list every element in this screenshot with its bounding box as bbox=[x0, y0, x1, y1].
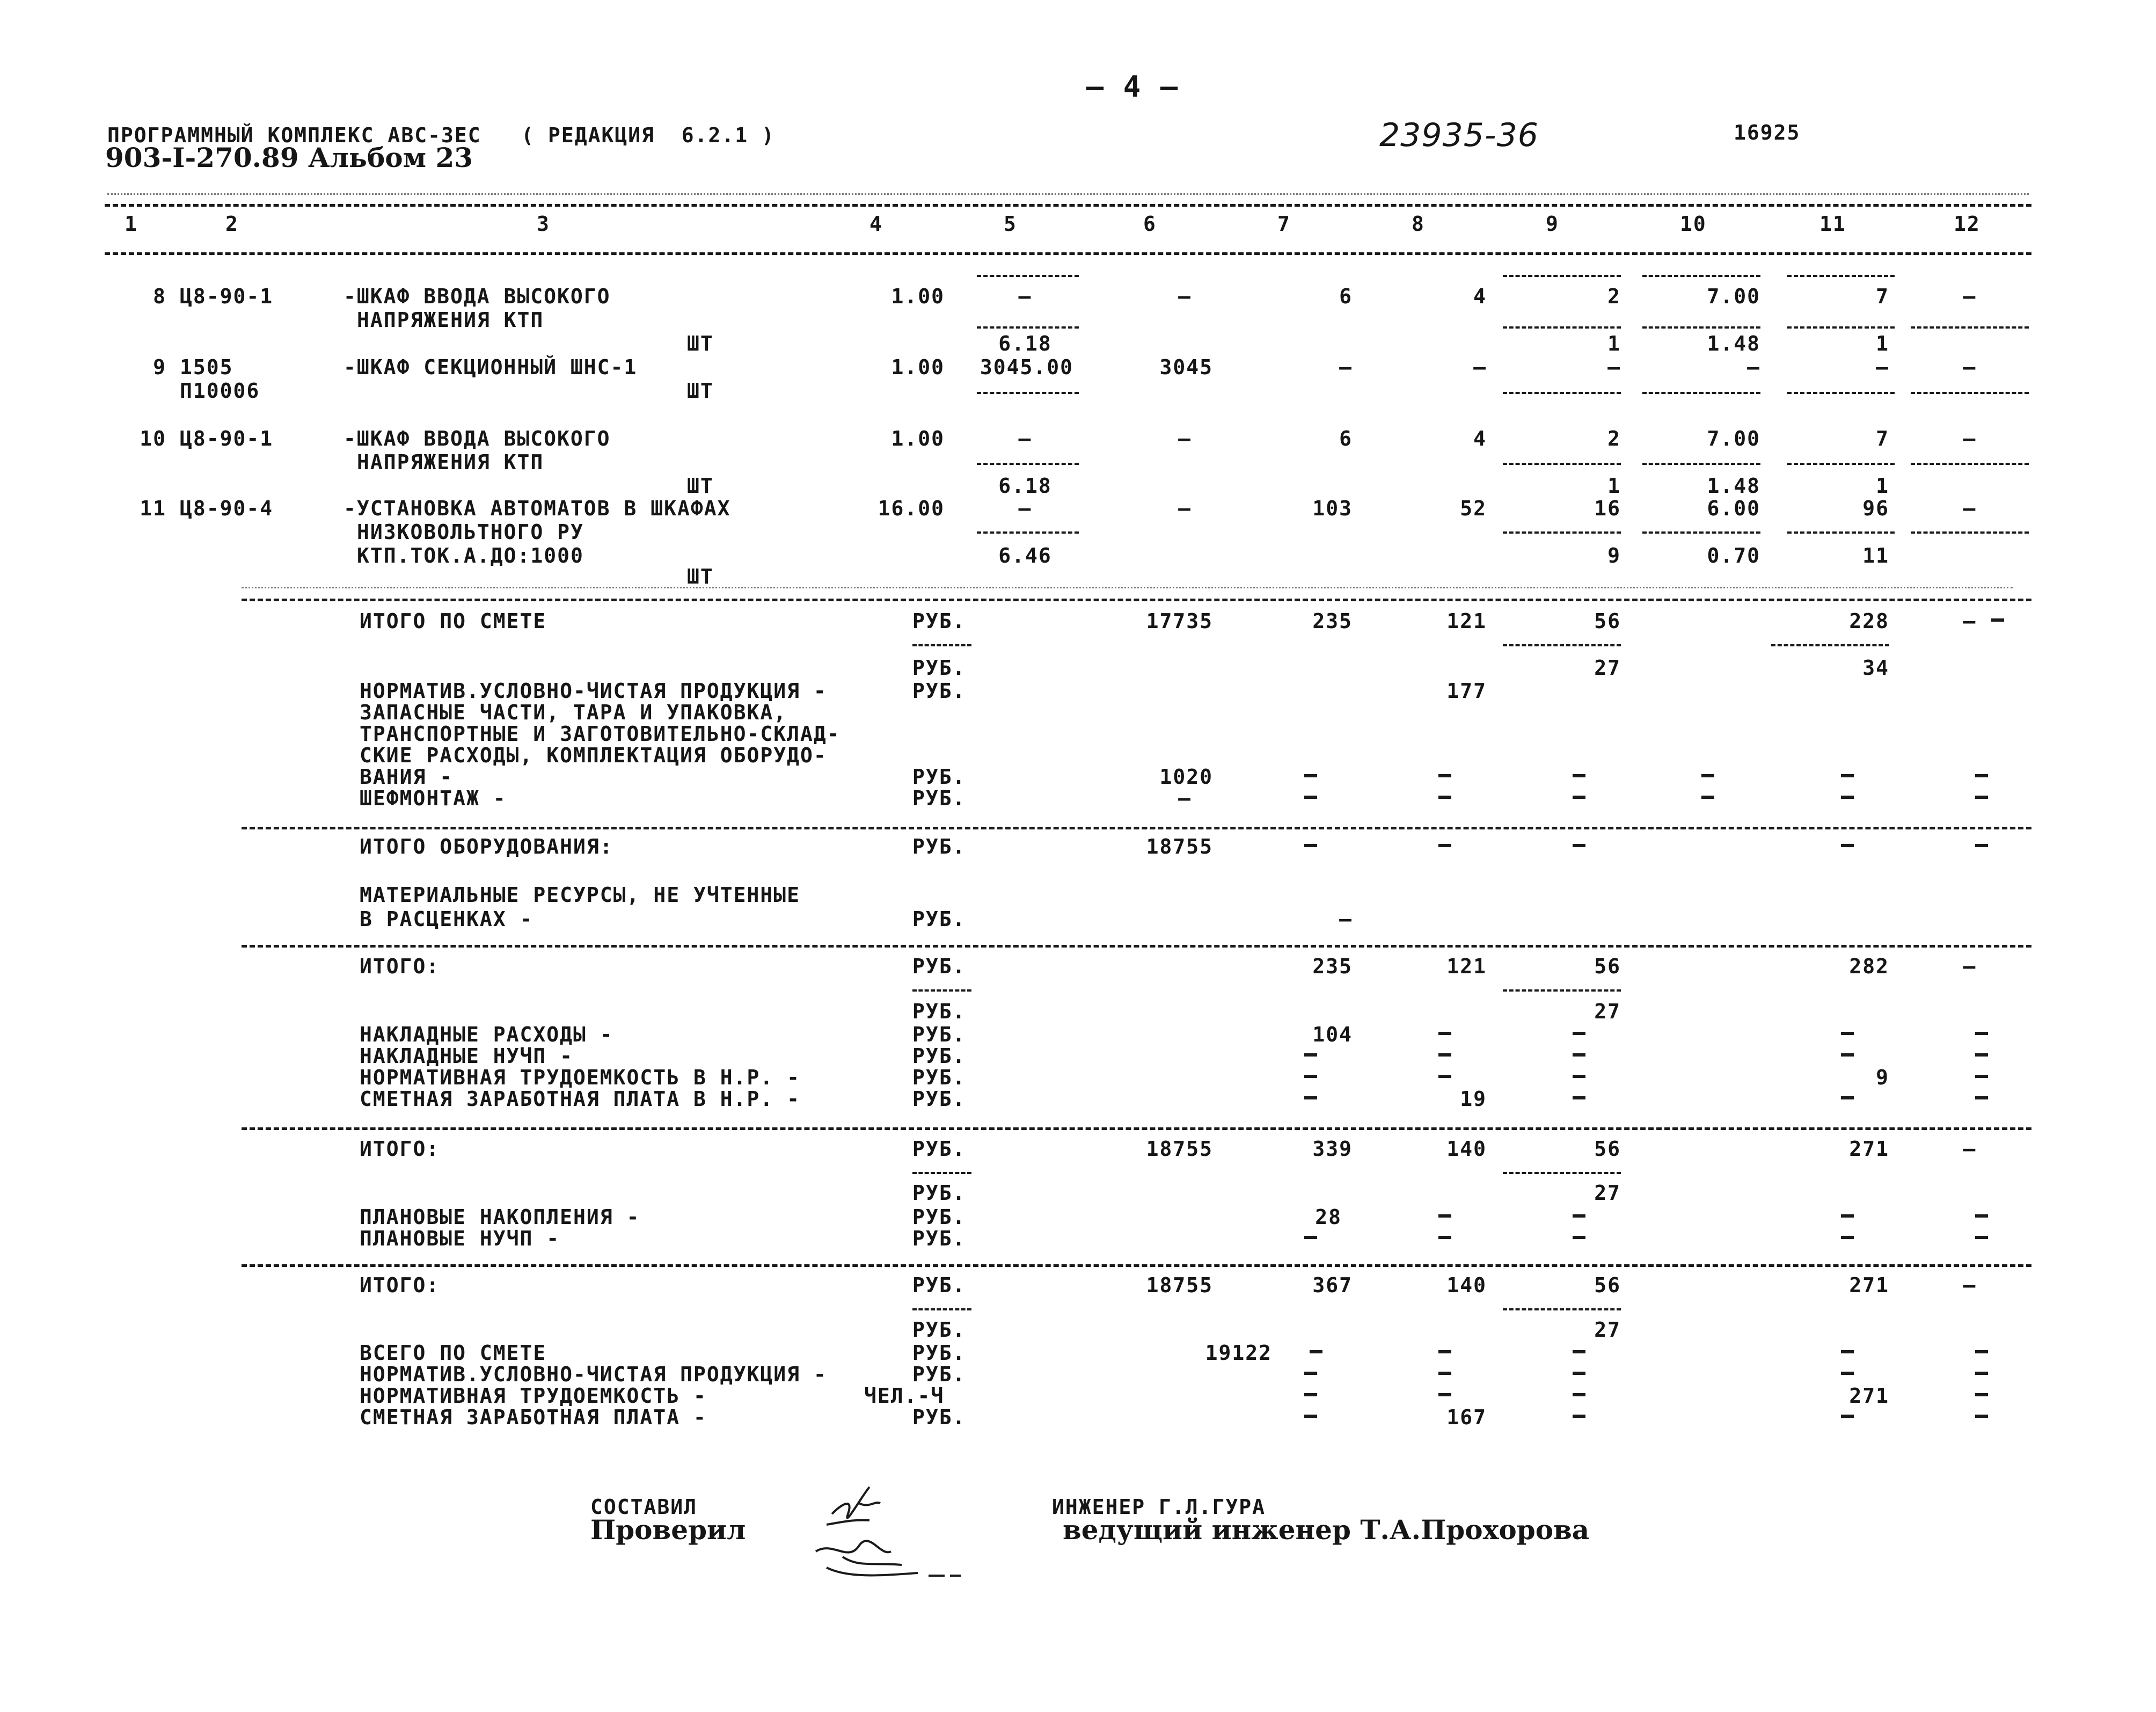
empty-cell-dash bbox=[1438, 1032, 1451, 1035]
row-name: -ШКАФ ВВОДА ВЫСОКОГО bbox=[344, 427, 611, 450]
row-col11: 7 bbox=[1876, 285, 1889, 308]
fraction-rule bbox=[1911, 392, 2029, 394]
fraction-rule bbox=[1503, 1308, 1621, 1310]
compiled-label: СОСТАВИЛ bbox=[590, 1495, 698, 1519]
materials-label: В РАСЦЕНКАХ - bbox=[360, 907, 533, 931]
unit-label: РУБ. bbox=[912, 1227, 966, 1250]
empty-cell-dash bbox=[1438, 1350, 1451, 1353]
column-number: 10 bbox=[1680, 212, 1707, 236]
empty-cell-dash bbox=[1573, 1372, 1585, 1375]
empty-cell-dash bbox=[1841, 1053, 1854, 1057]
shef-col6: – bbox=[1178, 786, 1192, 810]
fraction-rule bbox=[977, 326, 1079, 329]
empty-cell-dash bbox=[1438, 1236, 1451, 1239]
empty-cell-dash bbox=[1841, 844, 1854, 847]
vaniya-label: ВАНИЯ - bbox=[360, 765, 454, 789]
row-col7: 103 bbox=[1312, 497, 1353, 520]
empty-cell-dash bbox=[1573, 1214, 1585, 1218]
fraction-rule bbox=[1503, 326, 1621, 329]
column-number: 9 bbox=[1546, 212, 1559, 236]
empty-cell-dash bbox=[1438, 1393, 1451, 1396]
total-col9: 56 bbox=[1594, 609, 1621, 633]
row-name: НИЗКОВОЛЬТНОГО РУ bbox=[357, 520, 584, 544]
fraction-rule bbox=[1911, 531, 2029, 534]
unit-label: РУБ. bbox=[912, 1000, 966, 1023]
row-number: 10 bbox=[140, 427, 166, 450]
fraction-rule bbox=[1503, 392, 1621, 394]
empty-cell-dash bbox=[1841, 1096, 1854, 1099]
empty-cell-dash bbox=[1841, 774, 1854, 777]
section-rule bbox=[242, 1264, 2031, 1267]
empty-cell-dash bbox=[1304, 1236, 1317, 1239]
empty-cell-dash bbox=[1573, 1350, 1585, 1353]
checked-name: ведущий инженер Т.А.Прохорова bbox=[1063, 1514, 1590, 1546]
planned-col7: 28 bbox=[1315, 1205, 1342, 1229]
row-code-extra: П10006 bbox=[180, 379, 260, 403]
empty-cell-dash bbox=[1841, 1415, 1854, 1418]
unit-label: РУБ. bbox=[912, 1405, 966, 1429]
total3-col7: 367 bbox=[1312, 1273, 1353, 1297]
fraction-rule bbox=[1642, 463, 1760, 465]
unit-label: РУБ. bbox=[912, 765, 966, 789]
total-col7: 235 bbox=[1312, 609, 1353, 633]
empty-cell-dash bbox=[1975, 1350, 1988, 1353]
column-number: 6 bbox=[1143, 212, 1157, 236]
fraction-rule bbox=[1787, 463, 1895, 465]
fraction-rule bbox=[912, 644, 971, 646]
normative-label: НОРМАТИВ.УСЛОВНО-ЧИСТАЯ ПРОДУКЦИЯ - bbox=[360, 679, 827, 703]
section-rule bbox=[242, 945, 2031, 948]
row-col5: 3045.00 bbox=[980, 355, 1073, 379]
unit-label: РУБ. bbox=[912, 1023, 966, 1046]
total3-col9: 56 bbox=[1594, 1273, 1621, 1297]
planned-nuchp-label: ПЛАНОВЫЕ НУЧП - bbox=[360, 1227, 560, 1250]
section-rule bbox=[242, 1127, 2031, 1130]
empty-cell-dash bbox=[1438, 844, 1451, 847]
normative-text: СКИЕ РАСХОДЫ, КОМПЛЕКТАЦИЯ ОБОРУДО- bbox=[360, 744, 827, 767]
header-rule-top bbox=[105, 204, 2031, 207]
row-col9: – bbox=[1607, 355, 1621, 379]
row-col8: 4 bbox=[1473, 285, 1487, 308]
empty-cell-dash bbox=[1841, 1350, 1854, 1353]
empty-cell-dash bbox=[1975, 844, 1988, 847]
items-end-rule bbox=[242, 599, 2031, 601]
total-col8: 121 bbox=[1446, 609, 1487, 633]
unit-label: РУБ. bbox=[912, 1273, 966, 1297]
empty-cell-dash bbox=[1975, 1032, 1988, 1035]
empty-cell-dash bbox=[1310, 1350, 1322, 1353]
fraction-rule bbox=[1642, 531, 1760, 534]
row-col9: 16 bbox=[1594, 497, 1621, 520]
wage-np-label: СМЕТНАЯ ЗАРАБОТНАЯ ПЛАТА В Н.Р. - bbox=[360, 1087, 800, 1111]
normative-text: ЗАПАСНЫЕ ЧАСТИ, ТАРА И УПАКОВКА, bbox=[360, 701, 787, 724]
handwritten-code: 23935-36 bbox=[1379, 116, 1539, 154]
total-col11: 228 bbox=[1849, 609, 1889, 633]
row-col10-sub: 1.48 bbox=[1707, 332, 1760, 355]
empty-cell-dash bbox=[1841, 1214, 1854, 1218]
empty-cell-dash bbox=[1991, 618, 2004, 622]
row-name: КТП.ТОК.А.ДО:1000 bbox=[357, 544, 584, 567]
total2-col9: 56 bbox=[1594, 1137, 1621, 1161]
total3-col11: 271 bbox=[1849, 1273, 1889, 1297]
fraction-rule bbox=[977, 463, 1079, 465]
row-number: 11 bbox=[140, 497, 166, 520]
fraction-rule bbox=[912, 989, 971, 992]
row-col10: 7.00 bbox=[1707, 285, 1760, 308]
row-col5: – bbox=[1018, 285, 1032, 308]
total3-col8: 140 bbox=[1446, 1273, 1487, 1297]
row-col5: – bbox=[1018, 427, 1032, 450]
wage-np-col8: 19 bbox=[1460, 1087, 1487, 1111]
fraction-rule bbox=[977, 392, 1079, 394]
empty-cell-dash bbox=[1304, 774, 1317, 777]
unit-label: РУБ. bbox=[912, 609, 966, 633]
row-col6: 3045 bbox=[1159, 355, 1213, 379]
total2-label: ИТОГО: bbox=[360, 1137, 440, 1161]
materials-col7: – bbox=[1339, 907, 1353, 931]
empty-cell-dash bbox=[1841, 1372, 1854, 1375]
empty-cell-dash bbox=[1573, 1236, 1585, 1239]
row-col11-sub: 11 bbox=[1862, 544, 1889, 567]
empty-cell-dash bbox=[1573, 1393, 1585, 1396]
labor-np-col11: 9 bbox=[1876, 1066, 1889, 1089]
column-number: 7 bbox=[1277, 212, 1291, 236]
fraction-rule bbox=[1771, 644, 1889, 646]
total1-col9-sub: 27 bbox=[1594, 1000, 1621, 1023]
unit-label: РУБ. bbox=[912, 1087, 966, 1111]
row-code: Ц8-90-1 bbox=[180, 285, 274, 308]
empty-cell-dash bbox=[1975, 1236, 1988, 1239]
total3-label: ИТОГО: bbox=[360, 1273, 440, 1297]
fraction-rule bbox=[1787, 326, 1895, 329]
empty-cell-dash bbox=[1975, 1075, 1988, 1078]
compiled-name: ИНЖЕНЕР Г.Л.ГУРА bbox=[1052, 1495, 1266, 1519]
total3-col12: – bbox=[1963, 1273, 1977, 1297]
row-col9: 2 bbox=[1607, 427, 1621, 450]
unit-label: РУБ. bbox=[912, 786, 966, 810]
overhead-col7: 104 bbox=[1312, 1023, 1353, 1046]
checked-label: Проверил bbox=[590, 1514, 746, 1546]
empty-cell-dash bbox=[1701, 774, 1714, 777]
fraction-rule bbox=[1503, 275, 1621, 277]
empty-cell-dash bbox=[1573, 774, 1585, 777]
row-name: -ШКАФ СЕКЦИОННЫЙ ШНС-1 bbox=[344, 355, 638, 379]
total-estimate-label: ИТОГО ПО СМЕТЕ bbox=[360, 609, 547, 633]
album-title: 903-I-270.89 Альбом 23 bbox=[105, 142, 473, 173]
shef-label: ШЕФМОНТАЖ - bbox=[360, 786, 507, 810]
fraction-rule bbox=[1503, 463, 1621, 465]
empty-cell-dash bbox=[1304, 1393, 1317, 1396]
fraction-rule bbox=[1503, 531, 1621, 534]
row-col6: – bbox=[1178, 285, 1192, 308]
empty-cell-dash bbox=[1304, 1075, 1317, 1078]
fraction-rule bbox=[1911, 463, 2029, 465]
empty-cell-dash bbox=[1438, 1214, 1451, 1218]
fraction-rule bbox=[1642, 392, 1760, 394]
unit-label: РУБ. bbox=[912, 907, 966, 931]
unit-label: РУБ. bbox=[912, 679, 966, 703]
row-col12: – bbox=[1963, 497, 1977, 520]
row-col9: 2 bbox=[1607, 285, 1621, 308]
empty-cell-dash bbox=[1438, 774, 1451, 777]
row-unit: ШТ bbox=[687, 379, 714, 403]
fraction-rule bbox=[977, 531, 1079, 534]
grand-wage-label: СМЕТНАЯ ЗАРАБОТНАЯ ПЛАТА - bbox=[360, 1405, 707, 1429]
empty-cell-dash bbox=[1975, 1214, 1988, 1218]
total1-col7: 235 bbox=[1312, 955, 1353, 978]
empty-cell-dash bbox=[1304, 844, 1317, 847]
row-col10: – bbox=[1747, 355, 1760, 379]
unit-label: ЧЕЛ.-Ч bbox=[864, 1384, 945, 1408]
empty-cell-dash bbox=[1975, 774, 1988, 777]
column-number: 8 bbox=[1412, 212, 1425, 236]
column-number: 3 bbox=[537, 212, 550, 236]
total2-col12: – bbox=[1963, 1137, 1977, 1161]
total-col12: – bbox=[1963, 609, 1977, 633]
total1-col8: 121 bbox=[1446, 955, 1487, 978]
overhead-label: НАКЛАДНЫЕ РАСХОДЫ - bbox=[360, 1023, 613, 1046]
empty-cell-dash bbox=[1573, 796, 1585, 799]
empty-cell-dash bbox=[1438, 796, 1451, 799]
column-number: 5 bbox=[1004, 212, 1017, 236]
row-col8: 52 bbox=[1460, 497, 1487, 520]
row-col5: – bbox=[1018, 497, 1032, 520]
empty-cell-dash bbox=[1975, 1393, 1988, 1396]
row-col11: – bbox=[1876, 355, 1889, 379]
total2-col9-sub: 27 bbox=[1594, 1181, 1621, 1205]
row-col10: 7.00 bbox=[1707, 427, 1760, 450]
empty-cell-dash bbox=[1573, 1032, 1585, 1035]
unit-label: РУБ. bbox=[912, 1137, 966, 1161]
row-col10-sub: 0.70 bbox=[1707, 544, 1760, 567]
total2-col11: 271 bbox=[1849, 1137, 1889, 1161]
row-unit: ШТ bbox=[687, 474, 714, 498]
unit-label: РУБ. bbox=[912, 1318, 966, 1342]
fraction-rule bbox=[912, 1172, 971, 1174]
total3-col6: 18755 bbox=[1146, 1273, 1213, 1297]
row-name: -УСТАНОВКА АВТОМАТОВ В ШКАФАХ bbox=[344, 497, 731, 520]
total-col9-sub: 27 bbox=[1594, 656, 1621, 680]
row-name: НАПРЯЖЕНИЯ КТП bbox=[357, 450, 544, 474]
empty-cell-dash bbox=[1975, 1415, 1988, 1418]
row-qty: 1.00 bbox=[891, 355, 945, 379]
page-number: – 4 – bbox=[1086, 70, 1179, 104]
unit-label: РУБ. bbox=[912, 656, 966, 680]
row-col6: – bbox=[1178, 497, 1192, 520]
section-rule bbox=[242, 827, 2031, 829]
row-col8: 4 bbox=[1473, 427, 1487, 450]
unit-label: РУБ. bbox=[912, 1181, 966, 1205]
row-col10: 6.00 bbox=[1707, 497, 1760, 520]
total2-col6: 18755 bbox=[1146, 1137, 1213, 1161]
row-qty: 16.00 bbox=[878, 497, 945, 520]
signature-image bbox=[794, 1471, 988, 1600]
fraction-rule bbox=[912, 1308, 971, 1310]
fraction-rule bbox=[1503, 1172, 1621, 1174]
empty-cell-dash bbox=[1975, 1372, 1988, 1375]
empty-cell-dash bbox=[1701, 796, 1714, 799]
row-qty: 1.00 bbox=[891, 285, 945, 308]
grand-labor-col11: 271 bbox=[1849, 1384, 1889, 1408]
empty-cell-dash bbox=[1573, 1075, 1585, 1078]
row-col11-sub: 1 bbox=[1876, 474, 1889, 498]
empty-cell-dash bbox=[1304, 796, 1317, 799]
materials-label: МАТЕРИАЛЬНЫЕ РЕСУРСЫ, НЕ УЧТЕННЫЕ bbox=[360, 883, 800, 907]
row-col9-sub: 1 bbox=[1607, 474, 1621, 498]
grand-labor-label: НОРМАТИВНАЯ ТРУДОЕМКОСТЬ - bbox=[360, 1384, 707, 1408]
row-col8: – bbox=[1473, 355, 1487, 379]
row-col7: 6 bbox=[1339, 427, 1353, 450]
normative-col8: 177 bbox=[1446, 679, 1487, 703]
column-number: 2 bbox=[225, 212, 239, 236]
empty-cell-dash bbox=[1841, 1032, 1854, 1035]
row-col9-sub: 1 bbox=[1607, 332, 1621, 355]
row-name: НАПРЯЖЕНИЯ КТП bbox=[357, 308, 544, 332]
row-name: -ШКАФ ВВОДА ВЫСОКОГО bbox=[344, 285, 611, 308]
fraction-rule bbox=[1787, 531, 1895, 534]
fraction-rule bbox=[1503, 989, 1621, 992]
unit-label: РУБ. bbox=[912, 835, 966, 858]
program-title: ПРОГРАММНЫЙ КОМПЛЕКС АВС-3ЕС ( РЕДАКЦИЯ 6.2.1 ) bbox=[107, 123, 775, 147]
total1-col11: 282 bbox=[1849, 955, 1889, 978]
grand-normative-label: НОРМАТИВ.УСЛОВНО-ЧИСТАЯ ПРОДУКЦИЯ - bbox=[360, 1363, 827, 1386]
empty-cell-dash bbox=[1573, 1415, 1585, 1418]
fraction-rule bbox=[1642, 275, 1760, 277]
total3-col9-sub: 27 bbox=[1594, 1318, 1621, 1342]
grand-wage-col8: 167 bbox=[1446, 1405, 1487, 1429]
row-col12: – bbox=[1963, 355, 1977, 379]
row-col7: 6 bbox=[1339, 285, 1353, 308]
row-col5-sub: 6.18 bbox=[998, 474, 1052, 498]
row-col10-sub: 1.48 bbox=[1707, 474, 1760, 498]
planned-label: ПЛАНОВЫЕ НАКОПЛЕНИЯ - bbox=[360, 1205, 640, 1229]
fraction-rule bbox=[1503, 644, 1621, 646]
overhead-nuchp-label: НАКЛАДНЫЕ НУЧП - bbox=[360, 1044, 574, 1068]
empty-cell-dash bbox=[1304, 1053, 1317, 1057]
empty-cell-dash bbox=[1304, 1372, 1317, 1375]
row-col11: 96 bbox=[1862, 497, 1889, 520]
column-number: 11 bbox=[1819, 212, 1846, 236]
unit-label: РУБ. bbox=[912, 955, 966, 978]
row-col11-sub: 1 bbox=[1876, 332, 1889, 355]
empty-cell-dash bbox=[1304, 1415, 1317, 1418]
grand-total-col6: 19122 bbox=[1205, 1341, 1272, 1365]
empty-cell-dash bbox=[1841, 796, 1854, 799]
fraction-rule bbox=[977, 275, 1079, 277]
empty-cell-dash bbox=[1975, 796, 1988, 799]
column-number: 4 bbox=[869, 212, 883, 236]
total1-label: ИТОГО: bbox=[360, 955, 440, 978]
row-code: 1505 bbox=[180, 355, 233, 379]
vaniya-col6: 1020 bbox=[1159, 765, 1213, 789]
row-number: 8 bbox=[153, 285, 166, 308]
row-col5-sub: 6.18 bbox=[998, 332, 1052, 355]
unit-label: РУБ. bbox=[912, 1205, 966, 1229]
normative-text: ТРАНСПОРТНЫЕ И ЗАГОТОВИТЕЛЬНО-СКЛАД- bbox=[360, 722, 841, 746]
row-code: Ц8-90-1 bbox=[180, 427, 274, 450]
doc-number: 16925 bbox=[1734, 121, 1801, 144]
empty-cell-dash bbox=[1304, 1096, 1317, 1099]
row-unit: ШТ bbox=[687, 565, 714, 588]
total2-col8: 140 bbox=[1446, 1137, 1487, 1161]
unit-label: РУБ. bbox=[912, 1363, 966, 1386]
empty-cell-dash bbox=[1573, 844, 1585, 847]
total-equipment-label: ИТОГО ОБОРУДОВАНИЯ: bbox=[360, 835, 613, 858]
total-equipment-col6: 18755 bbox=[1146, 835, 1213, 858]
empty-cell-dash bbox=[1438, 1075, 1451, 1078]
row-unit: ШТ bbox=[687, 332, 714, 355]
total1-col9: 56 bbox=[1594, 955, 1621, 978]
total-col11-sub: 34 bbox=[1862, 656, 1889, 680]
fraction-rule bbox=[1787, 275, 1895, 277]
grand-total-label: ВСЕГО ПО СМЕТЕ bbox=[360, 1341, 547, 1365]
fraction-rule bbox=[1911, 326, 2029, 329]
row-qty: 1.00 bbox=[891, 427, 945, 450]
total2-col7: 339 bbox=[1312, 1137, 1353, 1161]
column-number: 1 bbox=[125, 212, 138, 236]
header-dots bbox=[107, 193, 2029, 195]
unit-label: РУБ. bbox=[912, 1066, 966, 1089]
row-col7: – bbox=[1339, 355, 1353, 379]
row-col12: – bbox=[1963, 427, 1977, 450]
fraction-rule bbox=[1787, 392, 1895, 394]
empty-cell-dash bbox=[1573, 1096, 1585, 1099]
unit-label: РУБ. bbox=[912, 1044, 966, 1068]
items-dots bbox=[242, 587, 2013, 588]
empty-cell-dash bbox=[1438, 1372, 1451, 1375]
labor-np-label: НОРМАТИВНАЯ ТРУДОЕМКОСТЬ В Н.Р. - bbox=[360, 1066, 800, 1089]
column-number: 12 bbox=[1954, 212, 1980, 236]
row-col12: – bbox=[1963, 285, 1977, 308]
row-number: 9 bbox=[153, 355, 166, 379]
empty-cell-dash bbox=[1975, 1096, 1988, 1099]
row-col6: – bbox=[1178, 427, 1192, 450]
row-col5-sub: 6.46 bbox=[998, 544, 1052, 567]
total-col6: 17735 bbox=[1146, 609, 1213, 633]
fraction-rule bbox=[1642, 326, 1760, 329]
row-col11: 7 bbox=[1876, 427, 1889, 450]
empty-cell-dash bbox=[1438, 1053, 1451, 1057]
empty-cell-dash bbox=[1573, 1053, 1585, 1057]
empty-cell-dash bbox=[1841, 1236, 1854, 1239]
unit-label: РУБ. bbox=[912, 1341, 966, 1365]
empty-cell-dash bbox=[1975, 1053, 1988, 1057]
total1-col12: – bbox=[1963, 955, 1977, 978]
row-col9-sub: 9 bbox=[1607, 544, 1621, 567]
header-rule-bottom bbox=[105, 252, 2031, 255]
row-code: Ц8-90-4 bbox=[180, 497, 274, 520]
